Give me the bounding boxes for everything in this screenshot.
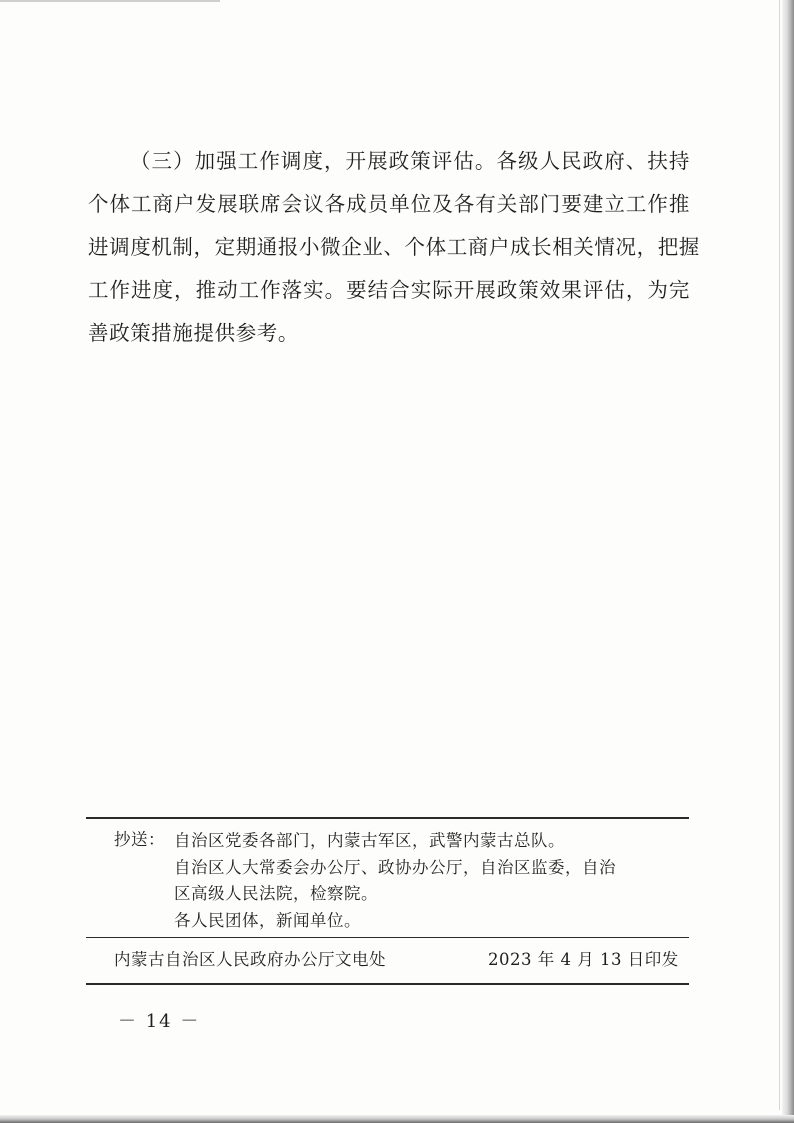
page-number: － 14 － (118, 1011, 201, 1032)
scan-edge-line (779, 0, 780, 1110)
issue-date: 2023 年 4 月 13 日印发 (488, 950, 679, 969)
paragraph-line: （三）加强工作调度，开展政策评估。各级人民政府、扶持 (130, 149, 690, 173)
cc-line: 各人民团体，新闻单位。 (174, 910, 361, 930)
paragraph-line: 进调度机制，定期通报小微企业、个体工商户成长相关情况，把握 (88, 235, 700, 259)
scan-edge-top (0, 0, 220, 2)
cc-section (86, 819, 689, 937)
issuer-row (86, 938, 689, 983)
cc-line: 自治区党委各部门，内蒙古军区，武警内蒙古总队。 (174, 831, 565, 850)
distribution-block (86, 817, 689, 985)
cc-label: 抄送： (114, 830, 165, 849)
cc-line: 自治区人大常委会办公厅、政协办公厅，自治区监委，自治 (174, 857, 616, 877)
issuing-office: 内蒙古自治区人民政府办公厅文电处 (114, 950, 386, 969)
scan-edge-right (782, 0, 794, 1123)
scan-edge-bottom (0, 1115, 794, 1123)
cc-line: 区高级人民法院，检察院。 (174, 884, 378, 903)
bottom-rule (86, 983, 689, 985)
body-paragraph (88, 140, 700, 355)
paragraph-line: 个体工商户发展联席会议各成员单位及各有关部门要建立工作推 (88, 192, 690, 216)
cc-recipients (174, 828, 664, 934)
paragraph-line: 工作进度，推动工作落实。要结合实际开展政策效果评估，为完 (88, 278, 690, 302)
paragraph-line: 善政策措施提供参考。 (88, 321, 299, 345)
